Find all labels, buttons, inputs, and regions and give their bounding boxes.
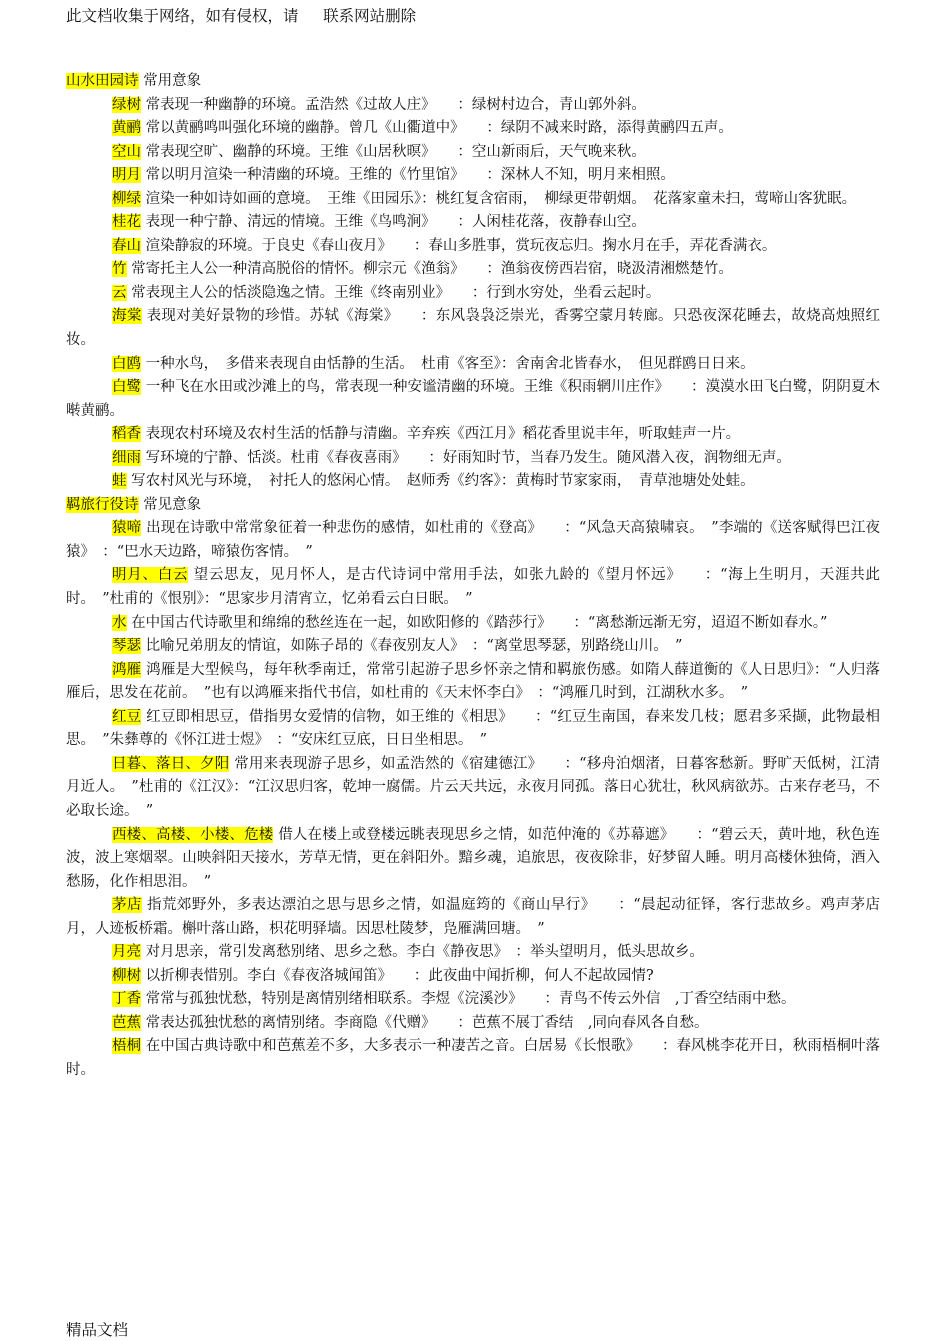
imagery-term: 云 — [112, 284, 127, 301]
imagery-description: 借人在楼上或登楼远眺表现思乡之情，如范仲淹的《苏幕遮》 ：“碧云天，黄叶地，秋色连波，波上寒烟翠。山映斜阳天接水，芳草无情，更在斜阳外。黯乡魂，追旅思，夜夜除非，好梦留人睡。明月高楼休独倚，酒入愁肠，化作相思泪。 ” — [66, 826, 880, 890]
imagery-entry — [66, 988, 880, 1012]
section-title: 山水田园诗 — [66, 73, 139, 89]
imagery-entry — [66, 894, 880, 941]
imagery-term: 白鸥 — [112, 355, 141, 372]
imagery-term: 空山 — [112, 143, 141, 160]
imagery-term: 鸿雁 — [112, 661, 142, 678]
imagery-description: 表现农村环境及农村生活的恬静与清幽。辛弃疾《西江月》稻花香里说丰年，听取蛙声一片。 — [141, 426, 741, 443]
imagery-term: 海棠 — [112, 308, 142, 325]
imagery-description: 比喻兄弟朋友的情谊，如陈子昂的《春夜别友人》 ：“离堂思琴瑟，别路绕山川。 ” — [141, 638, 683, 655]
imagery-entry — [66, 258, 880, 282]
imagery-entry — [66, 282, 880, 306]
imagery-description: 出现在诗歌中常常象征着一种悲伤的感情，如杜甫的《登高》 ：“风急天高猿啸哀。 ”李端的《送客赋得巴江夜猿》 ：“巴水天边路，啼猿伤客情。 ” — [66, 520, 881, 560]
imagery-term: 柳树 — [112, 967, 141, 984]
imagery-description: 表现一种宁静、清远的情境。王维《鸟鸣涧》 ：人闲桂花落，夜静春山空。 — [141, 214, 646, 231]
imagery-term: 琴瑟 — [112, 638, 141, 655]
imagery-description: 以折柳表惜别。李白《春夜洛城闻笛》 ：此夜曲中闻折柳，何人不起故园情? — [141, 967, 654, 984]
imagery-term: 细雨 — [112, 449, 141, 466]
imagery-entry — [66, 612, 880, 636]
imagery-entry — [66, 353, 880, 377]
imagery-term: 茅店 — [112, 897, 142, 914]
imagery-description: 表现对美好景物的珍惜。苏轼《海棠》 ：东风袅袅泛崇光，香雾空蒙月转廊。只恐夜深花睡去，故烧高烛照红妆。 — [66, 308, 880, 349]
imagery-description: 常常与孤独忧愁，特别是离情别绪相联系。李煜《浣溪沙》 ：青鸟不传云外信 ,丁香空结雨中愁。 — [141, 991, 796, 1008]
imagery-term: 红豆 — [112, 708, 142, 725]
imagery-term: 明月、白云 — [112, 567, 189, 584]
imagery-description: 红豆即相思豆，借指男女爱情的信物，如王维的《相思》 ：“红豆生南国，春来发几枝；愿君多采撷，此物最相思。 ”朱彝尊的《怀江进士煜》 ：“安床红豆底，日日坐相思。 ” — [66, 708, 880, 749]
imagery-description: 在中国古代诗歌里和绵绵的愁丝连在一起，如欧阳修的《踏莎行》 ：“离愁渐远渐无穷，迢迢不断如春水。” — [126, 614, 828, 631]
section-suffix: 常见意象 — [138, 496, 202, 513]
imagery-term: 月亮 — [112, 944, 141, 961]
imagery-entry — [66, 564, 880, 611]
imagery-description: 指荒郊野外，多表达漂泊之思与思乡之情，如温庭筠的《商山早行》 ：“晨起动征铎，客行悲故乡。鸡声茅店月，人迹板桥霜。槲叶落山路，枳花明驿墙。因思杜陵梦，凫雁满回塘。 ” — [66, 897, 880, 937]
imagery-description: 常表现主人公的恬淡隐逸之情。王维《终南别业》 ：行到水穷处，坐看云起时。 — [126, 284, 661, 301]
imagery-entry — [66, 188, 880, 212]
imagery-term: 丁香 — [112, 991, 141, 1008]
imagery-description: 在中国古典诗歌中和芭蕉差不多，大多表示一种凄苦之音。白居易《长恨歌》 ：春风桃李花开日，秋雨梧桐叶落时。 — [66, 1038, 881, 1078]
imagery-term: 竹 — [112, 261, 127, 278]
imagery-entry — [66, 706, 880, 753]
imagery-description: 一种水鸟， 多借来表现自由恬静的生活。 杜甫《客至》：舍南舍北皆春水， 但见群鸥日日来。 — [141, 355, 755, 372]
imagery-entry — [66, 423, 880, 447]
section-title: 羁旅行役诗 — [66, 496, 139, 513]
imagery-description: 写农村风光与环境， 衬托人的悠闲心情。 赵师秀《约客》：黄梅时节家家雨， 青草池塘处处蛙。 — [126, 473, 755, 490]
imagery-entry — [66, 235, 880, 259]
imagery-term: 柳绿 — [112, 190, 141, 207]
imagery-entry — [66, 659, 880, 706]
imagery-description: 常以明月渲染一种清幽的环境。王维的《竹里馆》 ：深林人不知，明月来相照。 — [141, 167, 675, 184]
imagery-entry — [66, 376, 880, 423]
imagery-entry — [66, 941, 880, 965]
imagery-description: 常表现空旷、幽静的环境。王维《山居秋暝》 ：空山新雨后，天气晚来秋。 — [141, 143, 646, 160]
imagery-term: 绿树 — [112, 96, 141, 113]
imagery-description: 常用来表现游子思乡，如孟浩然的《宿建德江》 ：“移舟泊烟渚，日暮客愁新。野旷天低树，江清月近人。 ”杜甫的《江汉》：“江汉思归客，乾坤一腐儒。片云天共远，永夜月同孤。落日心犹壮，秋风病欲苏。古来存老马，不必取长途。 ” — [66, 755, 881, 819]
imagery-entry — [66, 164, 880, 188]
imagery-entry — [66, 965, 880, 989]
imagery-entry — [66, 517, 880, 564]
page-header: 此文档收集于网络，如有侵权，请 联系网站删除 — [66, 7, 417, 25]
imagery-term: 西楼、高楼、小楼、危楼 — [112, 826, 274, 843]
section-heading — [66, 70, 880, 94]
imagery-entry — [66, 635, 880, 659]
imagery-entry — [66, 117, 880, 141]
imagery-description: 常表达孤独忧愁的离情别绪。李商隐《代赠》 ：芭蕉不展丁香结 ,同向春风各自愁。 — [141, 1014, 709, 1031]
imagery-term: 芭蕉 — [112, 1014, 141, 1031]
page-footer: 精品文档 — [66, 1321, 129, 1339]
imagery-entry — [66, 94, 880, 118]
imagery-term: 蛙 — [112, 473, 127, 490]
imagery-entry — [66, 305, 880, 352]
imagery-term: 梧桐 — [112, 1038, 142, 1055]
imagery-entry — [66, 470, 880, 494]
imagery-entry — [66, 1012, 880, 1036]
section-suffix: 常用意象 — [138, 73, 202, 89]
imagery-description: 对月思亲，常引发离愁别绪、思乡之愁。李白《静夜思》 ：举头望明月，低头思故乡。 — [141, 944, 704, 961]
imagery-term: 明月 — [112, 167, 141, 184]
imagery-entry — [66, 1035, 880, 1082]
imagery-term: 黄鹂 — [112, 120, 141, 137]
imagery-description: 望云思友，见月怀人，是古代诗词中常用手法，如张九龄的《望月怀远》 ：“海上生明月，天涯共此时。 ”杜甫的《恨别》：“思家步月清宵立，忆弟看云白日眠。 ” — [66, 567, 880, 608]
imagery-description: 一种飞在水田或沙滩上的鸟，常表现一种安谧清幽的环境。王维《积雨辋川庄作》 ：漠漠水田飞白鹭，阴阴夏木啭黄鹂。 — [66, 379, 881, 419]
imagery-description: 常表现一种幽静的环境。孟浩然《过故人庄》 ：绿树村边合，青山郭外斜。 — [141, 96, 646, 113]
imagery-term: 白鹭 — [112, 379, 142, 396]
imagery-entry — [66, 447, 880, 471]
imagery-term: 春山 — [112, 237, 141, 254]
imagery-description: 常以黄鹂鸣叫强化环境的幽静。曾几《山衢道中》 ：绿阴不减来时路，添得黄鹂四五声。 — [141, 120, 733, 137]
imagery-entry — [66, 211, 880, 235]
imagery-term: 桂花 — [112, 214, 141, 231]
imagery-description: 渲染一种如诗如画的意境。 王维《田园乐》：桃红复含宿雨， 柳绿更带朝烟。 花落家童未扫，莺啼山客犹眠。 — [141, 190, 857, 207]
imagery-term: 日暮、落日、夕阳 — [112, 755, 230, 772]
imagery-entry — [66, 824, 880, 895]
document-body — [66, 70, 880, 1083]
imagery-term: 水 — [112, 614, 127, 631]
imagery-description: 渲染静寂的环境。于良史《春山夜月》 ：春山多胜事，赏玩夜忘归。掬水月在手，弄花香满衣。 — [141, 237, 777, 254]
imagery-entry — [66, 753, 880, 824]
imagery-entry — [66, 141, 880, 165]
imagery-term: 稻香 — [112, 426, 141, 443]
imagery-description: 写环境的宁静、恬淡。杜甫《春夜喜雨》 ：好雨知时节，当春乃发生。随风潜入夜，润物细无声。 — [141, 449, 791, 466]
imagery-term: 猿啼 — [112, 520, 142, 537]
imagery-description: 常寄托主人公一种清高脱俗的情怀。柳宗元《渔翁》 ：渔翁夜傍西岩宿，晓汲清湘燃楚竹。 — [126, 261, 733, 278]
imagery-description: 鸿雁是大型候鸟，每年秋季南迁，常常引起游子思乡怀亲之情和羁旅伤感。如隋人薛道衡的《人日思归》：“人归落雁后，思发在花前。 ”也有以鸿雁来指代书信，如杜甫的《天末怀李白》 ：“鸿雁几时到，江湖秋水多。 ” — [66, 661, 880, 702]
section-heading — [66, 494, 880, 518]
